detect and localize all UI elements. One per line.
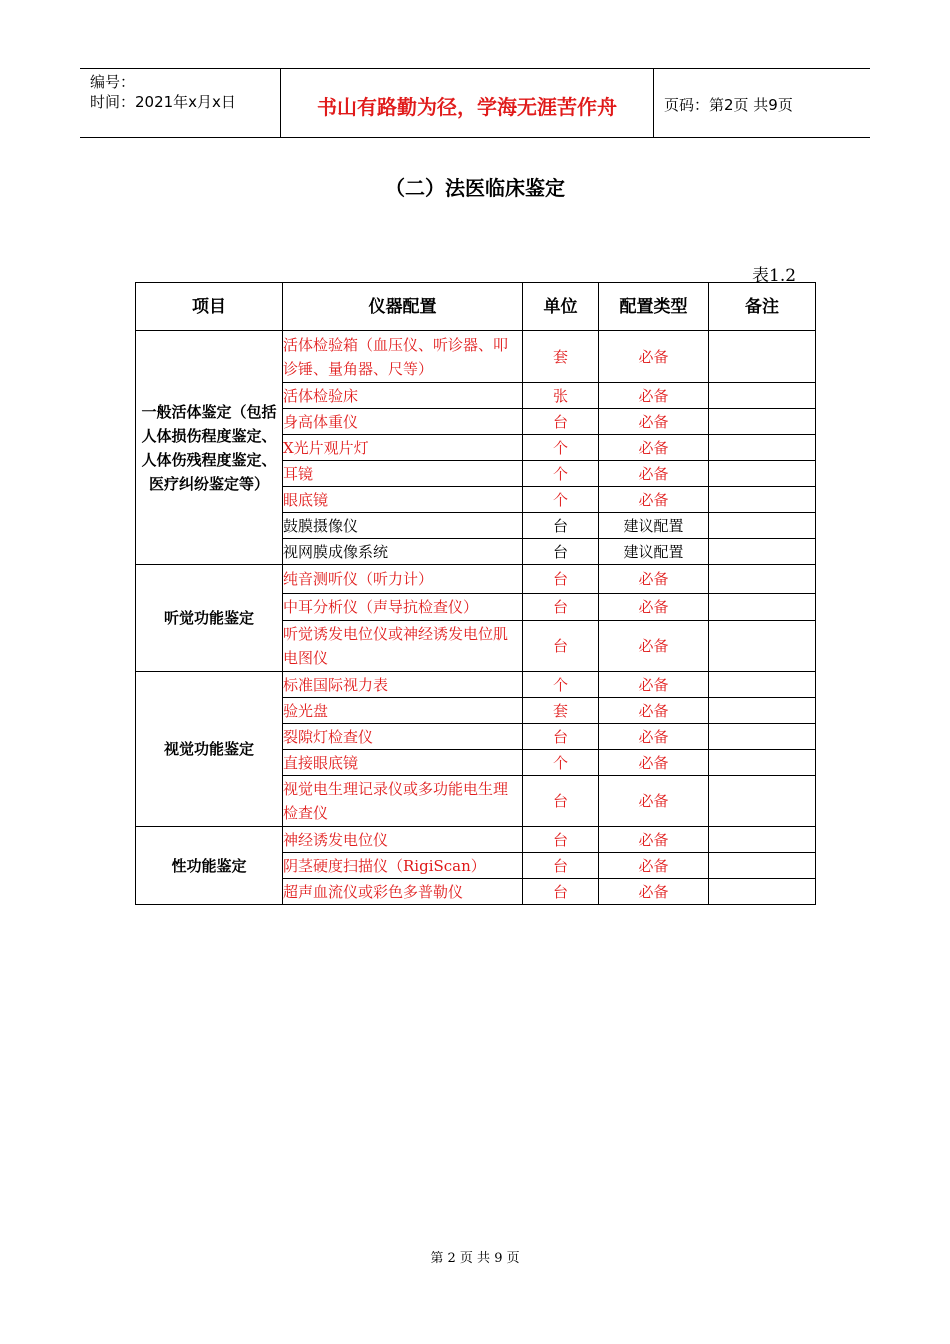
equipment-name: 标准国际视力表 bbox=[283, 672, 523, 698]
category-cell: 一般活体鉴定（包括人体损伤程度鉴定、人体伤残程度鉴定、医疗纠纷鉴定等） bbox=[136, 331, 283, 565]
equipment-name: X光片观片灯 bbox=[283, 435, 523, 461]
page-footer: 第 2 页 共 9 页 bbox=[430, 1251, 520, 1266]
config-type-cell: 必备 bbox=[599, 594, 709, 621]
equipment-name: 身高体重仪 bbox=[283, 409, 523, 435]
header-type: 配置类型 bbox=[599, 283, 709, 331]
remark-cell bbox=[709, 539, 816, 565]
unit-cell: 台 bbox=[523, 776, 599, 827]
unit-cell: 台 bbox=[523, 539, 599, 565]
header-equipment: 仪器配置 bbox=[283, 283, 523, 331]
remark-cell bbox=[709, 435, 816, 461]
page-title: （二）法医临床鉴定 bbox=[385, 176, 565, 200]
equipment-name: 眼底镜 bbox=[283, 487, 523, 513]
category-cell: 性功能鉴定 bbox=[136, 827, 283, 905]
header-page-cell bbox=[654, 69, 870, 137]
unit-cell: 台 bbox=[523, 853, 599, 879]
header-unit: 单位 bbox=[523, 283, 599, 331]
unit-cell: 台 bbox=[523, 594, 599, 621]
unit-cell: 台 bbox=[523, 565, 599, 594]
remark-cell bbox=[709, 827, 816, 853]
category-cell: 听觉功能鉴定 bbox=[136, 565, 283, 672]
config-type-cell: 必备 bbox=[599, 879, 709, 905]
remark-cell bbox=[709, 461, 816, 487]
motto: 书山有路勤为径，学海无涯苦作舟 bbox=[317, 95, 617, 119]
unit-cell: 套 bbox=[523, 331, 599, 383]
config-type-cell: 必备 bbox=[599, 331, 709, 383]
remark-cell bbox=[709, 879, 816, 905]
equipment-name: 验光盘 bbox=[283, 698, 523, 724]
unit-cell: 台 bbox=[523, 513, 599, 539]
remark-cell bbox=[709, 409, 816, 435]
unit-cell: 台 bbox=[523, 621, 599, 672]
config-type-cell: 必备 bbox=[599, 621, 709, 672]
page-header bbox=[80, 68, 870, 138]
config-type-cell: 必备 bbox=[599, 827, 709, 853]
remark-cell bbox=[709, 331, 816, 383]
config-type-cell: 必备 bbox=[599, 750, 709, 776]
remark-cell bbox=[709, 698, 816, 724]
number-label: 编号： bbox=[90, 73, 136, 91]
equipment-name: 阴茎硬度扫描仪（RigiScan） bbox=[283, 853, 523, 879]
table-number: 表1.2 bbox=[752, 266, 797, 286]
remark-cell bbox=[709, 750, 816, 776]
remark-cell bbox=[709, 487, 816, 513]
unit-cell: 个 bbox=[523, 435, 599, 461]
remark-cell bbox=[709, 594, 816, 621]
config-type-cell: 必备 bbox=[599, 698, 709, 724]
config-type-cell: 必备 bbox=[599, 776, 709, 827]
table-row bbox=[136, 565, 816, 594]
config-type-cell: 必备 bbox=[599, 565, 709, 594]
config-type-cell: 必备 bbox=[599, 724, 709, 750]
unit-cell: 台 bbox=[523, 724, 599, 750]
config-type-cell: 必备 bbox=[599, 487, 709, 513]
equipment-name: 超声血流仪或彩色多普勒仪 bbox=[283, 879, 523, 905]
header-motto-cell bbox=[281, 69, 654, 137]
category-cell: 视觉功能鉴定 bbox=[136, 672, 283, 827]
remark-cell bbox=[709, 513, 816, 539]
equipment-name: 裂隙灯检查仪 bbox=[283, 724, 523, 750]
time-label: 时间：2021年x月x日 bbox=[90, 93, 236, 111]
config-type-cell: 必备 bbox=[599, 409, 709, 435]
equipment-name: 活体检验床 bbox=[283, 383, 523, 409]
unit-cell: 张 bbox=[523, 383, 599, 409]
table-row bbox=[136, 827, 816, 853]
equipment-name: 中耳分析仪（声导抗检查仪） bbox=[283, 594, 523, 621]
remark-cell bbox=[709, 672, 816, 698]
equipment-name: 视网膜成像系统 bbox=[283, 539, 523, 565]
unit-cell: 台 bbox=[523, 827, 599, 853]
page-label: 页码：第2页 共9页 bbox=[664, 96, 793, 114]
unit-cell: 个 bbox=[523, 672, 599, 698]
table-row bbox=[136, 672, 816, 698]
header-project: 项目 bbox=[136, 283, 283, 331]
equipment-name: 纯音测听仪（听力计） bbox=[283, 565, 523, 594]
equipment-name: 直接眼底镜 bbox=[283, 750, 523, 776]
table-header-row bbox=[136, 283, 816, 331]
remark-cell bbox=[709, 853, 816, 879]
unit-cell: 套 bbox=[523, 698, 599, 724]
equipment-name: 视觉电生理记录仪或多功能电生理检查仪 bbox=[283, 776, 523, 827]
equipment-name: 鼓膜摄像仪 bbox=[283, 513, 523, 539]
config-type-cell: 必备 bbox=[599, 435, 709, 461]
remark-cell bbox=[709, 621, 816, 672]
equipment-name: 耳镜 bbox=[283, 461, 523, 487]
config-type-cell: 必备 bbox=[599, 383, 709, 409]
remark-cell bbox=[709, 565, 816, 594]
unit-cell: 个 bbox=[523, 487, 599, 513]
config-type-cell: 建议配置 bbox=[599, 539, 709, 565]
config-type-cell: 必备 bbox=[599, 853, 709, 879]
table-row bbox=[136, 331, 816, 383]
config-type-cell: 必备 bbox=[599, 461, 709, 487]
unit-cell: 台 bbox=[523, 409, 599, 435]
header-remark: 备注 bbox=[709, 283, 816, 331]
unit-cell: 个 bbox=[523, 750, 599, 776]
equipment-table bbox=[135, 282, 816, 905]
equipment-name: 神经诱发电位仪 bbox=[283, 827, 523, 853]
remark-cell bbox=[709, 383, 816, 409]
unit-cell: 台 bbox=[523, 879, 599, 905]
equipment-name: 活体检验箱（血压仪、听诊器、叩诊锤、量角器、尺等） bbox=[283, 331, 523, 383]
equipment-name: 听觉诱发电位仪或神经诱发电位肌电图仪 bbox=[283, 621, 523, 672]
config-type-cell: 建议配置 bbox=[599, 513, 709, 539]
config-type-cell: 必备 bbox=[599, 672, 709, 698]
unit-cell: 个 bbox=[523, 461, 599, 487]
remark-cell bbox=[709, 776, 816, 827]
remark-cell bbox=[709, 724, 816, 750]
header-info-cell bbox=[80, 69, 281, 137]
